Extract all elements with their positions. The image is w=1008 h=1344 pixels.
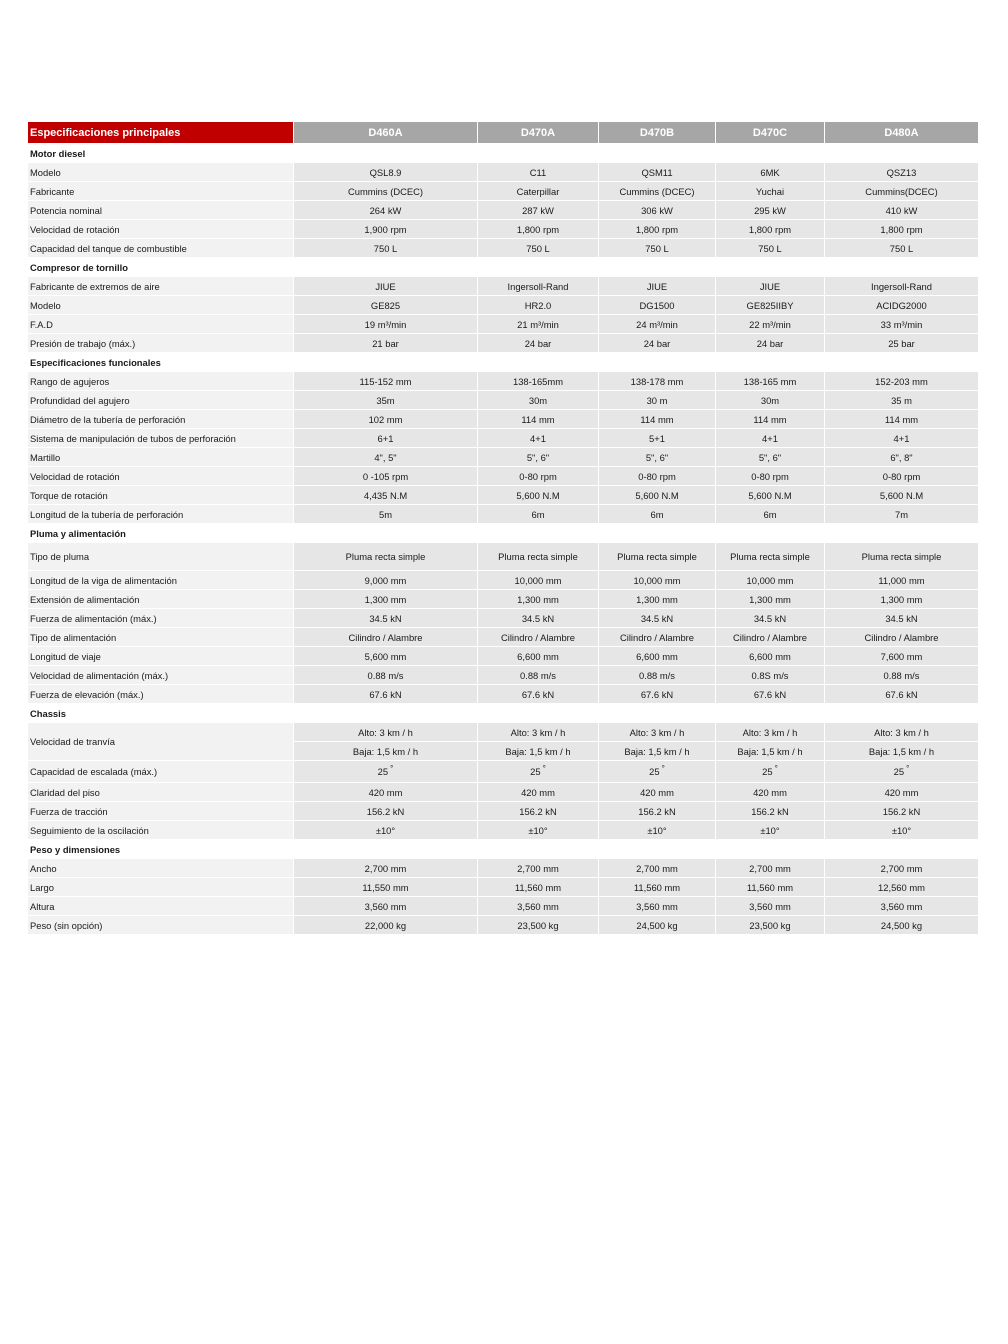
model-header: D470A: [478, 122, 599, 144]
row-value: 410 kW: [825, 201, 979, 220]
row-value: 4+1: [716, 429, 825, 448]
row-value: Baja: 1,5 km / h: [716, 742, 825, 761]
row-value: 2,700 mm: [599, 859, 716, 878]
row-value: 0.8S m/s: [716, 666, 825, 685]
row-value: 6", 8": [825, 448, 979, 467]
row-value: Alto: 3 km / h: [599, 723, 716, 742]
row-value: 5,600 mm: [294, 647, 478, 666]
value-text: 25: [762, 766, 773, 777]
row-value: 1,800 rpm: [825, 220, 979, 239]
row-value: ACIDG2000: [825, 296, 979, 315]
row-value: 138-165 mm: [716, 372, 825, 391]
table-row: [28, 761, 979, 783]
row-value: Cummins (DCEC): [294, 182, 478, 201]
row-value: Cummins(DCEC): [825, 182, 979, 201]
section-row: [28, 353, 979, 372]
section-title: Especificaciones funcionales: [28, 353, 979, 372]
row-value: Cilindro / Alambre: [478, 628, 599, 647]
row-value: 295 kW: [716, 201, 825, 220]
row-label: Velocidad de tranvía: [28, 723, 294, 761]
row-value: 102 mm: [294, 410, 478, 429]
row-value: 420 mm: [294, 783, 478, 802]
row-value: 24 bar: [716, 334, 825, 353]
row-value: 0-80 rpm: [478, 467, 599, 486]
row-value: 420 mm: [716, 783, 825, 802]
row-label: Peso (sin opción): [28, 916, 294, 935]
row-label: Modelo: [28, 163, 294, 182]
row-value: 24 m³/min: [599, 315, 716, 334]
row-value: 0-80 rpm: [825, 467, 979, 486]
row-value: 0.88 m/s: [825, 666, 979, 685]
row-value: Ingersoll-Rand: [825, 277, 979, 296]
row-label: Ancho: [28, 859, 294, 878]
row-value: 67.6 kN: [478, 685, 599, 704]
row-label: Claridad del piso: [28, 783, 294, 802]
table-row: [28, 783, 979, 802]
table-row: [28, 220, 979, 239]
row-value: 1,300 mm: [825, 590, 979, 609]
row-label: Longitud de viaje: [28, 647, 294, 666]
table-row: [28, 821, 979, 840]
section-row: [28, 704, 979, 723]
table-row: [28, 723, 979, 742]
row-value: 264 kW: [294, 201, 478, 220]
row-value: Alto: 3 km / h: [478, 723, 599, 742]
row-value: DG1500: [599, 296, 716, 315]
row-value: 7,600 mm: [825, 647, 979, 666]
row-value: 3,560 mm: [716, 897, 825, 916]
section-row: [28, 258, 979, 277]
row-value: 30 m: [599, 391, 716, 410]
section-title: Compresor de tornillo: [28, 258, 979, 277]
table-row: [28, 410, 979, 429]
row-value: Baja: 1,5 km / h: [478, 742, 599, 761]
row-value: 30m: [716, 391, 825, 410]
table-row: [28, 201, 979, 220]
row-value: GE825: [294, 296, 478, 315]
row-value: Cilindro / Alambre: [825, 628, 979, 647]
row-value: 1,300 mm: [716, 590, 825, 609]
table-row: [28, 628, 979, 647]
row-value: 5m: [294, 505, 478, 524]
row-label: Velocidad de rotación: [28, 220, 294, 239]
table-row: [28, 609, 979, 628]
row-value: Pluma recta simple: [478, 543, 599, 571]
row-value: 114 mm: [478, 410, 599, 429]
section-title: Pluma y alimentación: [28, 524, 979, 543]
row-value: 10,000 mm: [599, 571, 716, 590]
table-row: [28, 467, 979, 486]
row-value: JIUE: [599, 277, 716, 296]
table-row: [28, 334, 979, 353]
row-value: 21 bar: [294, 334, 478, 353]
row-label: Altura: [28, 897, 294, 916]
row-label: Fuerza de alimentación (máx.): [28, 609, 294, 628]
row-label: Velocidad de rotación: [28, 467, 294, 486]
row-value: 5,600 N.M: [825, 486, 979, 505]
row-value: Cilindro / Alambre: [599, 628, 716, 647]
row-value: Alto: 3 km / h: [716, 723, 825, 742]
row-value: 1,300 mm: [599, 590, 716, 609]
row-label: Velocidad de alimentación (máx.): [28, 666, 294, 685]
row-label: Tipo de pluma: [28, 543, 294, 571]
row-value: 156.2 kN: [478, 802, 599, 821]
table-row: [28, 448, 979, 467]
row-value: 12,560 mm: [825, 878, 979, 897]
row-label: Diámetro de la tubería de perforación: [28, 410, 294, 429]
table-row: [28, 429, 979, 448]
row-value: [599, 761, 716, 783]
row-value: 420 mm: [599, 783, 716, 802]
table-row: [28, 391, 979, 410]
table-row: [28, 505, 979, 524]
row-value: 0.88 m/s: [478, 666, 599, 685]
section-title: Peso y dimensiones: [28, 840, 979, 859]
table-row: [28, 878, 979, 897]
value-text: 25: [377, 766, 389, 777]
row-value: 1,800 rpm: [478, 220, 599, 239]
table-row: [28, 182, 979, 201]
row-value: 3,560 mm: [825, 897, 979, 916]
row-value: 2,700 mm: [716, 859, 825, 878]
row-value: GE825IIBY: [716, 296, 825, 315]
table-title: Especificaciones principales: [28, 122, 294, 144]
row-value: Pluma recta simple: [599, 543, 716, 571]
row-value: 156.2 kN: [825, 802, 979, 821]
row-value: [825, 761, 979, 783]
row-value: Cilindro / Alambre: [716, 628, 825, 647]
row-label: Longitud de la viga de alimentación: [28, 571, 294, 590]
table-row: [28, 859, 979, 878]
row-value: 138-165mm: [478, 372, 599, 391]
row-value: 114 mm: [599, 410, 716, 429]
row-value: 24,500 kg: [825, 916, 979, 935]
table-row: [28, 647, 979, 666]
degree-symbol: °: [390, 764, 394, 773]
table-row: [28, 916, 979, 935]
row-value: 4,435 N.M: [294, 486, 478, 505]
table-row: [28, 277, 979, 296]
row-value: HR2.0: [478, 296, 599, 315]
row-value: 22 m³/min: [716, 315, 825, 334]
row-value: [716, 761, 825, 783]
row-value: 67.6 kN: [825, 685, 979, 704]
section-title: Motor diesel: [28, 144, 979, 163]
row-value: 114 mm: [716, 410, 825, 429]
table-row: [28, 372, 979, 391]
row-value: 156.2 kN: [294, 802, 478, 821]
row-value: Pluma recta simple: [294, 543, 478, 571]
row-label: Capacidad de escalada (máx.): [28, 761, 294, 783]
section-title: Chassis: [28, 704, 979, 723]
table-header-row: [28, 122, 979, 144]
row-value: 67.6 kN: [294, 685, 478, 704]
row-value: 2,700 mm: [294, 859, 478, 878]
table-row: [28, 666, 979, 685]
row-value: 1,900 rpm: [294, 220, 478, 239]
section-row: [28, 524, 979, 543]
row-label: Fuerza de elevación (máx.): [28, 685, 294, 704]
row-value: 11,560 mm: [599, 878, 716, 897]
row-value: 4+1: [825, 429, 979, 448]
row-value: 6m: [599, 505, 716, 524]
row-value: 22,000 kg: [294, 916, 478, 935]
row-value: [294, 761, 478, 783]
row-value: 21 m³/min: [478, 315, 599, 334]
row-value: 6,600 mm: [716, 647, 825, 666]
row-value: 11,560 mm: [716, 878, 825, 897]
row-value: 138-178 mm: [599, 372, 716, 391]
degree-symbol: °: [661, 764, 665, 773]
row-value: 35m: [294, 391, 478, 410]
row-value: 156.2 kN: [599, 802, 716, 821]
degree-symbol: °: [906, 764, 910, 773]
table-row: [28, 315, 979, 334]
model-header: D470B: [599, 122, 716, 144]
row-value: Alto: 3 km / h: [825, 723, 979, 742]
table-row: [28, 486, 979, 505]
row-value: QSL8.9: [294, 163, 478, 182]
value-text: 25: [893, 766, 905, 777]
table-row: [28, 802, 979, 821]
row-value: 67.6 kN: [716, 685, 825, 704]
row-label: Seguimiento de la oscilación: [28, 821, 294, 840]
row-value: Alto: 3 km / h: [294, 723, 478, 742]
row-value: ±10°: [294, 821, 478, 840]
row-value: [478, 761, 599, 783]
row-value: C11: [478, 163, 599, 182]
row-value: 6+1: [294, 429, 478, 448]
row-value: 2,700 mm: [825, 859, 979, 878]
row-value: Ingersoll-Rand: [478, 277, 599, 296]
row-value: 0-80 rpm: [716, 467, 825, 486]
section-row: [28, 144, 979, 163]
row-value: Caterpillar: [478, 182, 599, 201]
row-value: 3,560 mm: [294, 897, 478, 916]
row-value: 34.5 kN: [716, 609, 825, 628]
row-value: 35 m: [825, 391, 979, 410]
row-value: 114 mm: [825, 410, 979, 429]
row-value: 1,300 mm: [294, 590, 478, 609]
row-value: Baja: 1,5 km / h: [825, 742, 979, 761]
section-row: [28, 840, 979, 859]
row-value: 5,600 N.M: [599, 486, 716, 505]
row-value: Pluma recta simple: [716, 543, 825, 571]
row-value: 34.5 kN: [599, 609, 716, 628]
row-value: 34.5 kN: [478, 609, 599, 628]
row-value: Cilindro / Alambre: [294, 628, 478, 647]
row-label: Tipo de alimentación: [28, 628, 294, 647]
row-value: Baja: 1,5 km / h: [599, 742, 716, 761]
row-value: 7m: [825, 505, 979, 524]
row-value: 5,600 N.M: [716, 486, 825, 505]
row-label: Sistema de manipulación de tubos de perforación: [28, 429, 294, 448]
row-value: 4", 5": [294, 448, 478, 467]
table-row: [28, 239, 979, 258]
row-value: 30m: [478, 391, 599, 410]
row-label: Longitud de la tubería de perforación: [28, 505, 294, 524]
row-value: 5+1: [599, 429, 716, 448]
row-value: JIUE: [294, 277, 478, 296]
row-value: 1,300 mm: [478, 590, 599, 609]
row-value: 11,560 mm: [478, 878, 599, 897]
row-value: Baja: 1,5 km / h: [294, 742, 478, 761]
table-row: [28, 571, 979, 590]
row-value: 750 L: [825, 239, 979, 258]
row-value: 306 kW: [599, 201, 716, 220]
row-value: 287 kW: [478, 201, 599, 220]
row-value: 156.2 kN: [716, 802, 825, 821]
row-value: 750 L: [599, 239, 716, 258]
row-value: 24 bar: [599, 334, 716, 353]
row-label: Presión de trabajo (máx.): [28, 334, 294, 353]
row-value: 420 mm: [825, 783, 979, 802]
model-header: D480A: [825, 122, 979, 144]
table-row: [28, 543, 979, 571]
row-value: 11,000 mm: [825, 571, 979, 590]
row-value: ±10°: [478, 821, 599, 840]
row-value: Cummins (DCEC): [599, 182, 716, 201]
spec-table-body: [28, 122, 979, 935]
row-label: Rango de agujeros: [28, 372, 294, 391]
row-value: ±10°: [825, 821, 979, 840]
value-text: 25: [530, 766, 541, 777]
row-value: 750 L: [478, 239, 599, 258]
row-value: 1,800 rpm: [716, 220, 825, 239]
row-value: 23,500 kg: [478, 916, 599, 935]
degree-symbol: °: [774, 764, 778, 773]
row-label: Capacidad del tanque de combustible: [28, 239, 294, 258]
row-value: 0.88 m/s: [599, 666, 716, 685]
row-label: Fabricante: [28, 182, 294, 201]
row-value: 5", 6": [599, 448, 716, 467]
row-value: 420 mm: [478, 783, 599, 802]
row-label: Profundidad del agujero: [28, 391, 294, 410]
row-value: 6,600 mm: [478, 647, 599, 666]
row-value: 6,600 mm: [599, 647, 716, 666]
row-value: 67.6 kN: [599, 685, 716, 704]
row-value: 6m: [478, 505, 599, 524]
row-value: QSM11: [599, 163, 716, 182]
row-value: Pluma recta simple: [825, 543, 979, 571]
row-label: Fuerza de tracción: [28, 802, 294, 821]
row-value: 1,800 rpm: [599, 220, 716, 239]
table-row: [28, 897, 979, 916]
row-value: 9,000 mm: [294, 571, 478, 590]
table-row: [28, 296, 979, 315]
row-value: ±10°: [599, 821, 716, 840]
row-value: 5,600 N.M: [478, 486, 599, 505]
row-value: 0.88 m/s: [294, 666, 478, 685]
model-header: D470C: [716, 122, 825, 144]
row-label: Fabricante de extremos de aire: [28, 277, 294, 296]
row-value: 11,550 mm: [294, 878, 478, 897]
row-value: QSZ13: [825, 163, 979, 182]
table-row: [28, 685, 979, 704]
row-value: 24,500 kg: [599, 916, 716, 935]
row-value: JIUE: [716, 277, 825, 296]
row-value: 6m: [716, 505, 825, 524]
row-value: 0 -105 rpm: [294, 467, 478, 486]
row-value: Yuchai: [716, 182, 825, 201]
row-label: Torque de rotación: [28, 486, 294, 505]
row-label: Extensión de alimentación: [28, 590, 294, 609]
row-label: Potencia nominal: [28, 201, 294, 220]
row-label: Modelo: [28, 296, 294, 315]
row-label: F.A.D: [28, 315, 294, 334]
table-row: [28, 590, 979, 609]
row-value: 0-80 rpm: [599, 467, 716, 486]
row-value: 10,000 mm: [716, 571, 825, 590]
row-value: 3,560 mm: [478, 897, 599, 916]
row-value: 24 bar: [478, 334, 599, 353]
row-value: 23,500 kg: [716, 916, 825, 935]
row-value: ±10°: [716, 821, 825, 840]
row-value: 34.5 kN: [825, 609, 979, 628]
row-value: 6MK: [716, 163, 825, 182]
model-header: D460A: [294, 122, 478, 144]
row-value: 750 L: [716, 239, 825, 258]
row-value: 2,700 mm: [478, 859, 599, 878]
row-value: 5", 6": [478, 448, 599, 467]
row-value: 152-203 mm: [825, 372, 979, 391]
row-value: 33 m³/min: [825, 315, 979, 334]
degree-symbol: °: [542, 764, 546, 773]
row-value: 19 m³/min: [294, 315, 478, 334]
row-value: 34.5 kN: [294, 609, 478, 628]
row-value: 4+1: [478, 429, 599, 448]
value-text: 25: [649, 766, 660, 777]
row-label: Largo: [28, 878, 294, 897]
row-value: 10,000 mm: [478, 571, 599, 590]
row-value: 3,560 mm: [599, 897, 716, 916]
row-value: 115-152 mm: [294, 372, 478, 391]
row-value: 5", 6": [716, 448, 825, 467]
row-value: 750 L: [294, 239, 478, 258]
row-value: 25 bar: [825, 334, 979, 353]
table-row: [28, 163, 979, 182]
spec-table: [27, 121, 979, 935]
row-label: Martillo: [28, 448, 294, 467]
